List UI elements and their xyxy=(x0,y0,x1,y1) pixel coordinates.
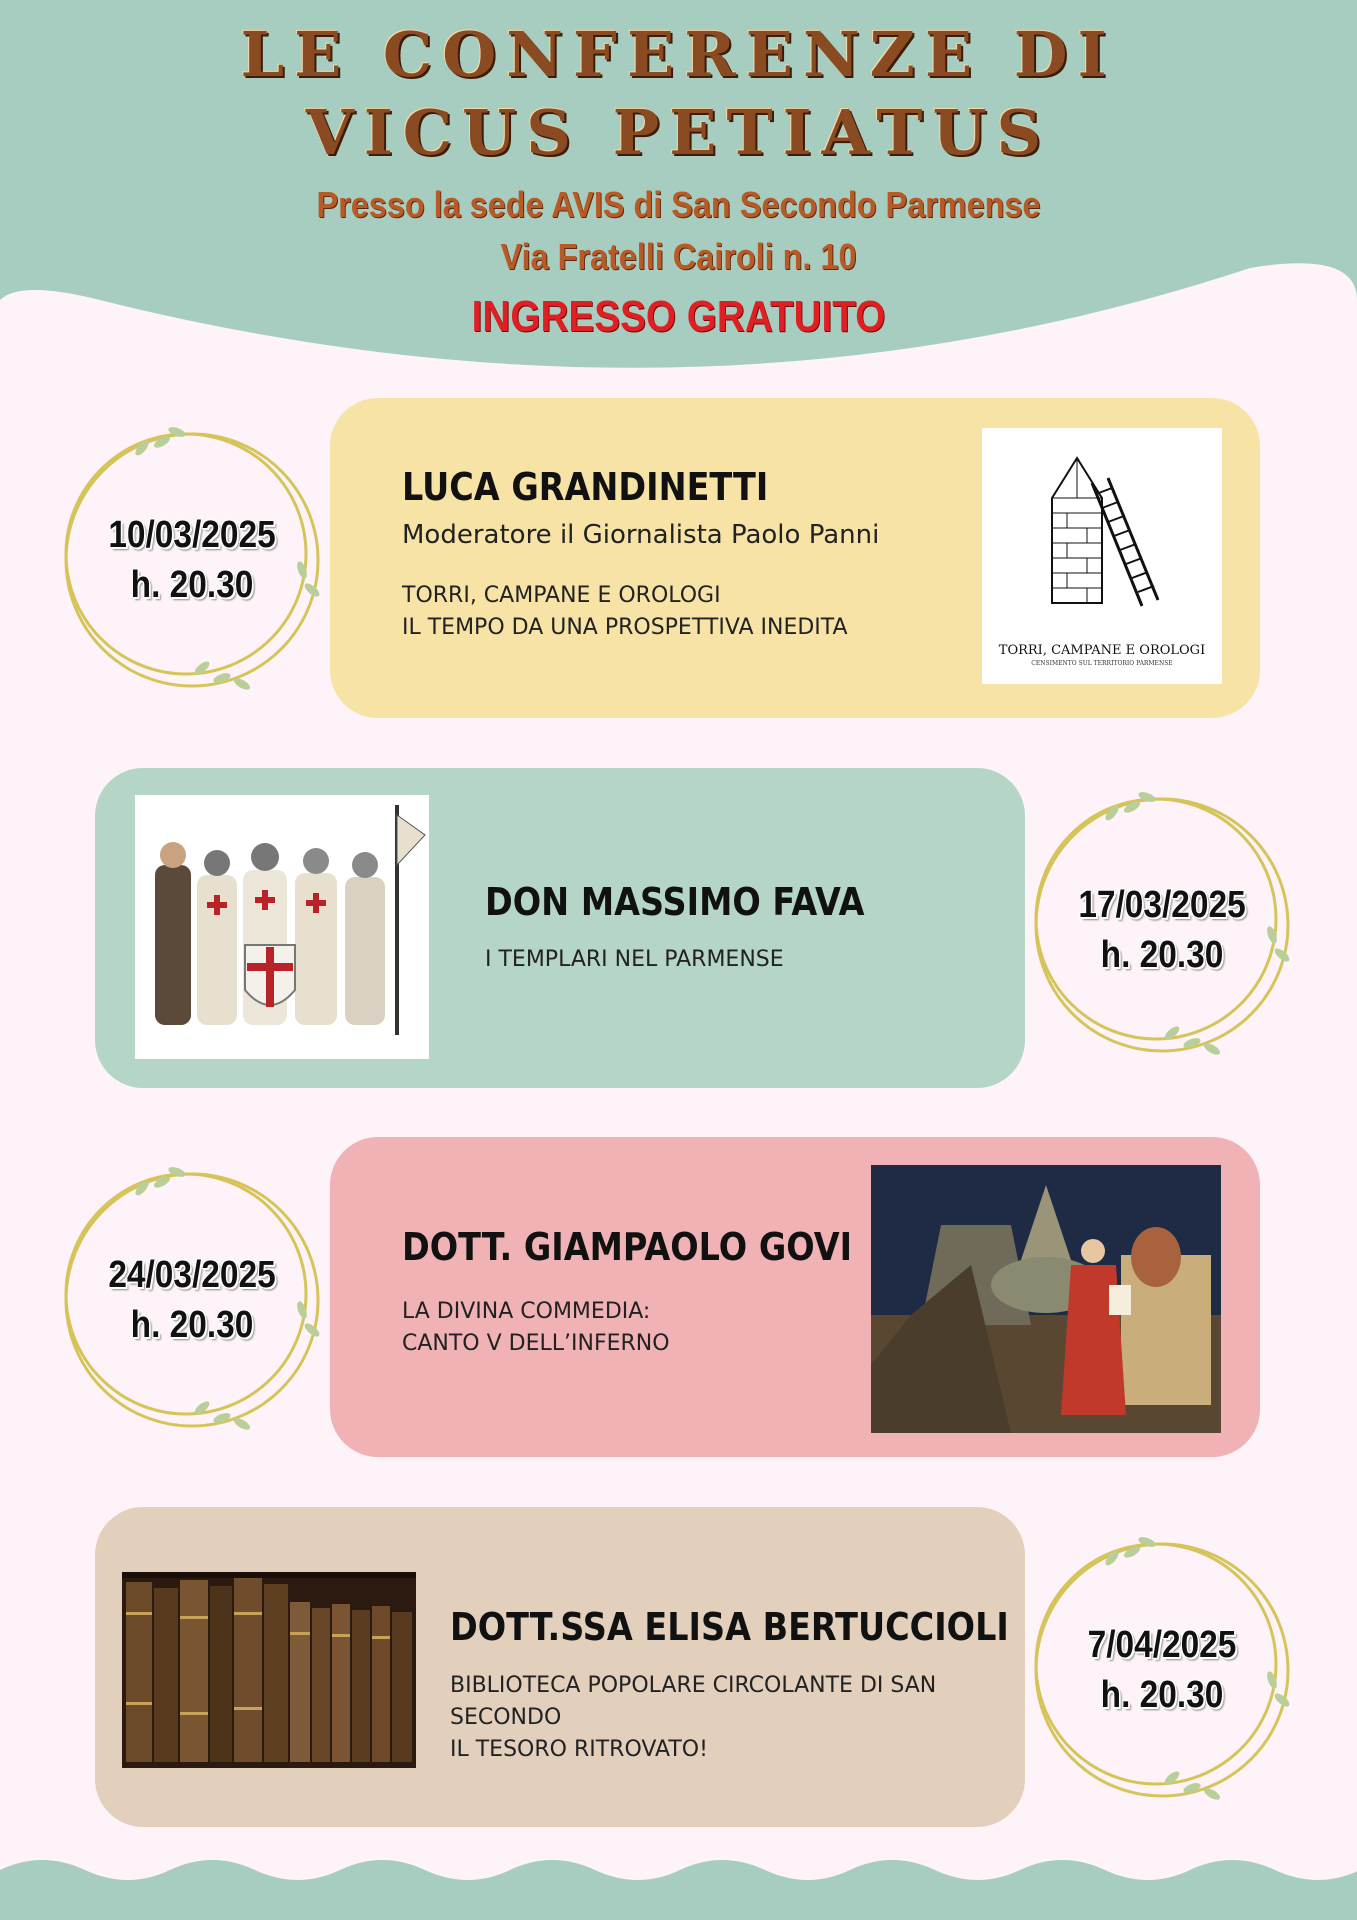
event-1-time-value: h. 20.30 xyxy=(130,564,254,606)
event-2-image xyxy=(135,795,429,1059)
event-2-date xyxy=(1048,880,1277,980)
event-1-topic: TORRI, CAMPANE E OROLOGI IL TEMPO DA UNA PROSPETTIVA INEDITA xyxy=(402,583,848,640)
event-4-date xyxy=(1048,1620,1277,1720)
event-2-date-value: 17/03/2025 xyxy=(1078,884,1246,926)
title-line-1: LE CONFERENZE DI xyxy=(240,18,1117,91)
event-1-moderator: Moderatore il Giornalista Paolo Panni xyxy=(402,520,880,550)
title-line-2: VICUS PETIATUS xyxy=(305,96,1052,169)
event-1-image-subcaption: CENSIMENTO SUL TERRITORIO PARMENSE xyxy=(1031,660,1173,667)
event-4-speaker: DOTT.SSA ELISA BERTUCCIOLI xyxy=(450,1605,1009,1649)
location-line-2: Via Fratelli Cairoli n. 10 xyxy=(500,236,857,277)
event-1-date-value: 10/03/2025 xyxy=(108,514,276,556)
event-1-date xyxy=(78,510,307,610)
footer-wave xyxy=(0,1850,1357,1920)
templar-knights-illustration xyxy=(135,795,429,1059)
event-3-time-value: h. 20.30 xyxy=(130,1304,254,1346)
tower-ladder-illustration xyxy=(982,428,1222,628)
event-4-topic: BIBLIOTECA POPOLARE CIRCOLANTE DI SAN SECONDO IL TESORO RITROVATO! xyxy=(450,1673,937,1762)
event-1-image xyxy=(982,428,1222,684)
event-1-image-caption: TORRI, CAMPANE E OROLOGI xyxy=(998,643,1206,658)
admission-notice: INGRESSO GRATUITO xyxy=(471,292,886,341)
event-1-speaker: LUCA GRANDINETTI xyxy=(402,465,769,509)
event-4-time-value: h. 20.30 xyxy=(1100,1674,1224,1716)
event-3-image xyxy=(871,1165,1221,1433)
event-2-speaker: DON MASSIMO FAVA xyxy=(485,880,865,924)
antique-books-photo xyxy=(122,1572,416,1768)
event-3-topic: LA DIVINA COMMEDIA: CANTO V DELL’INFERNO xyxy=(402,1299,670,1356)
location-line-1: Presso la sede AVIS di San Secondo Parmense xyxy=(316,184,1041,225)
event-2-topic: I TEMPLARI NEL PARMENSE xyxy=(485,947,784,972)
event-3-date-value: 24/03/2025 xyxy=(108,1254,276,1296)
event-4-image xyxy=(122,1572,416,1768)
divine-comedy-painting xyxy=(871,1165,1221,1433)
event-3-speaker: DOTT. GIAMPAOLO GOVI xyxy=(402,1225,853,1269)
event-4-date-value: 7/04/2025 xyxy=(1087,1624,1237,1666)
event-2-time-value: h. 20.30 xyxy=(1100,934,1224,976)
event-3-date xyxy=(78,1250,307,1350)
